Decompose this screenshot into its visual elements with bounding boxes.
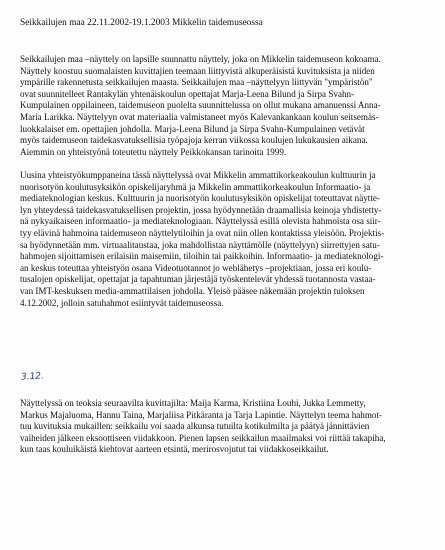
handwritten-note: 3.12. — [20, 371, 45, 383]
document-heading: Seikkailujen maa 22.11.2002-19.1.2003 Mikkelin taidemuseossa — [20, 18, 263, 28]
paragraph-partners: Uusina yhteistyökumppaneina tässä näyttelyssä ovat Mikkelin ammattikorkeakoulun kulttuurin ja nuorisotyön koulutusyksikön opiskelijaryhmä ja Mikkelin ammattikorkeakoulun Informaatio- ja mediateknologian keskus. Kulttuurin ja nuorisotyön koulutusyksikön opiskelijat toteuttavat näytte- lyn yhteydessä taidekasvatuksellisen projektin, jossa hyödynnetään draamallisia keinoja yhdistetty- nä nykyaikaiseen informaatio- ja mediateknologiaan. Näyttelyssä esillä olevista hahmoista osa siir- tyy elävinä hahmoina taidemuseon näyttelytiloihin ja ovat niin ollen kontaktissa yleisöön. Projektis- sa hyödynnetään mm. virtuaalitaustaa, joka mahdollistaa näyttämölle (näyttelyyn) siirrettyjen satu- hahmojen sijoittamisen erilaisiin maisemiin, tiloihin tai paikkoihin. Informaatio- ja mediateknologi- an keskus toteuttaa yhteistyön osana Videotuotannot jo weblähetys –projektiaan, jossa eri koulu- tusalojen opiskelijat, opettajat ja tapahtuman järjestäjä työskentelevät yhdessä tuotannosta vastaa- van IMT-keskuksen media-ammattilaisen johdolla. Yleisö pääsee näkemään projektin tuloksen 4.12.2002, jolloin satuhahmot esiintyvät taidemuseossa. — [20, 170, 385, 308]
paragraph-illustrators: Näyttelyssä on teoksia seuraavilta kuvittajilta: Maija Karma, Kristiina Louhi, Jukka Lemmetty, Markus Majaluoma, Hannu Taina, Marjaliisa Pitkäranta ja Tarja Lapintie. Näyttelyn teema hahmot- tuu kuvituksia mukaillen: seikkailu voi saada alkunsa tutuilta kotikulmilta ja päätyä jännittävien vaiheiden jälkeen eksoottiseen viidakkoon. Pienen lapsen seikkailun maailmaksi voi riittää takapiha, kun taas kouluikäistä kiehtovat aarteen etsintä, merirosvojutut tai viidakkoseikkailut. — [20, 398, 386, 455]
paragraph-intro: Seikkailujen maa –näyttely on lapsille suunnattu näyttely, joka on Mikkelin taidemuseon kokoama. Näyttely koostuu suomalaisten kuvittajien teemaan liittyvistä alkuperäisistä kuvituksista ja niiden ympärille rakennetusta seikkailujen maasta. Seikkailujen maa –näyttelyyn liittyvän "ympäristön" ovat suunnitelleet Rantakylän yhtenäiskoulun opettajat Marja-Leena Bilund ja Sirpa Svahn- Kumpulainen oppilaineen, taidemuseon puolelta suunnittelussa on ollut mukana amanuenssi Anna- Maria Larikka. Näyttelyyn ovat materiaalia valmistaneet myös Kalevankankaan koulun seitsemäs- luokkalaiset em. opettajien johdolla. Marja-Leena Bilund ja Sirpa Svahn-Kumpulainen vetävät myös taidemuseon taidekasvatuksellisia työpajoja kerran viikossa koulujen lukukausien aikana. Aiemmin on yhteistyönä toteutettu näyttely Peikkokansan tarinoita 1999. — [20, 54, 381, 157]
